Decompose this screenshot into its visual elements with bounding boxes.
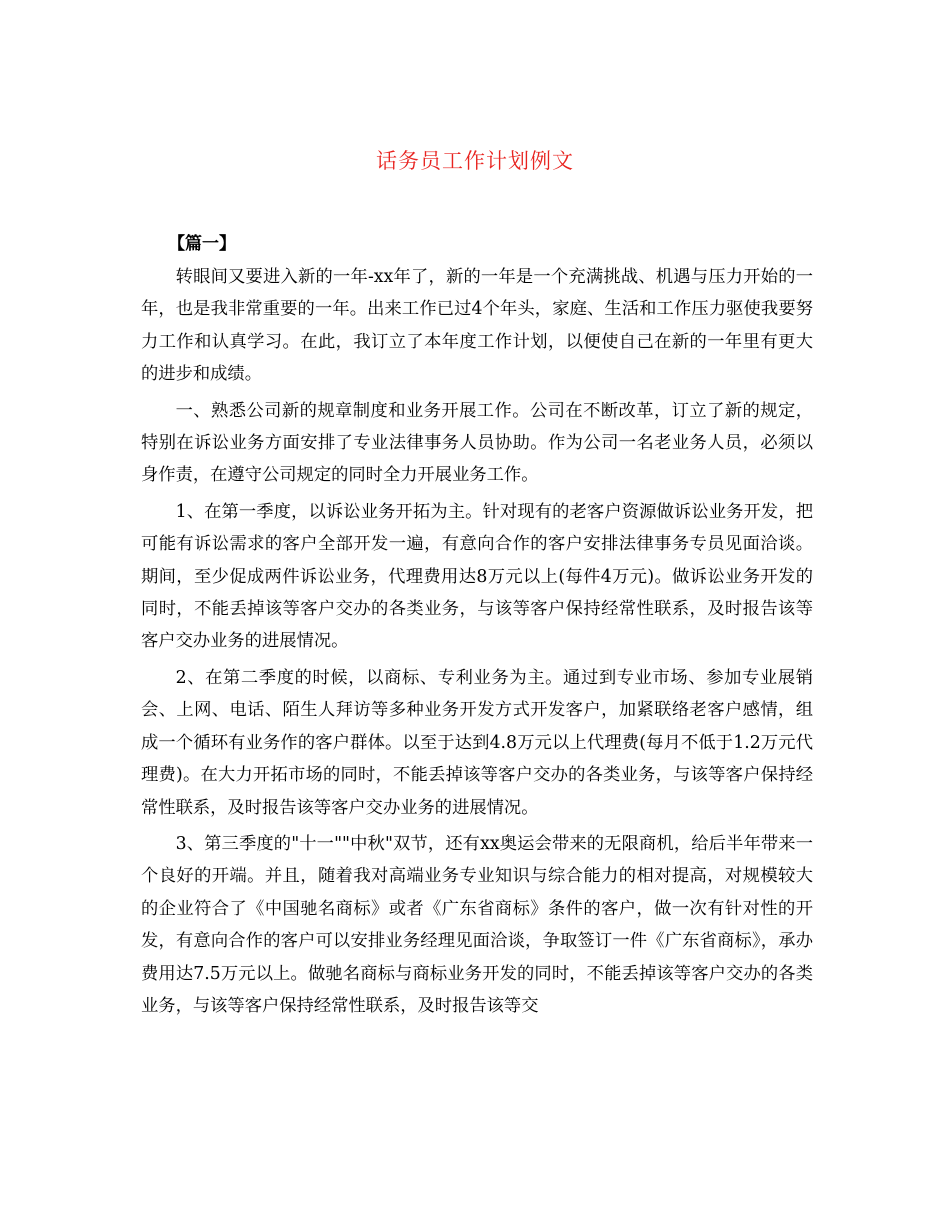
document-body: [141, 261, 813, 1026]
paragraph-q2: 2、在第二季度的时候，以商标、专利业务为主。通过到专业市场、参加专业展销会、上网、电话、陌生人拜访等多种业务开发方式开发客户，加紧联络老客户感情，组成一个循环有业务作的客户群体。以至于达到4.8万元以上代理费(每月不低于1.2万元代理费)。在大力开拓市场的同时，不能丢掉该等客户交办的各类业务，与该等客户保持经常性联系，及时报告该等客户交办业务的进展情况。: [141, 667, 813, 818]
paragraph-point-one: 一、熟悉公司新的规章制度和业务开展工作。公司在不断改革，订立了新的规定，特别在诉讼业务方面安排了专业法律事务人员协助。作为公司一名老业务人员，必须以身作责，在遵守公司规定的同时全力开展业务工作。: [141, 400, 813, 486]
section-heading: 【篇一】: [168, 234, 236, 254]
document-title: 话务员工作计划例文: [376, 149, 574, 173]
paragraph-q1: 1、在第一季度，以诉讼业务开拓为主。针对现有的老客户资源做诉讼业务开发，把可能有诉讼需求的客户全部开发一遍，有意向合作的客户安排法律事务专员见面洽谈。期间，至少促成两件诉讼业务，代理费用达8万元以上(每件4万元)。做诉讼业务开发的同时，不能丢掉该等客户交办的各类业务，与该等客户保持经常性联系，及时报告该等客户交办业务的进展情况。: [141, 501, 813, 652]
paragraph-intro: 转眼间又要进入新的一年-xx年了，新的一年是一个充满挑战、机遇与压力开始的一年，也是我非常重要的一年。出来工作已过4个年头，家庭、生活和工作压力驱使我要努力工作和认真学习。在此，我订立了本年度工作计划，以便使自己在新的一年里有更大的进步和成绩。: [141, 267, 813, 385]
paragraph-q3: 3、第三季度的"十一""中秋"双节，还有xx奥运会带来的无限商机，给后半年带来一个良好的开端。并且，随着我对高端业务专业知识与综合能力的相对提高，对规模较大的企业符合了《中国驰名商标》或者《广东省商标》条件的客户，做一次有针对性的开发，有意向合作的客户可以安排业务经理见面洽谈，争取签订一件《广东省商标》，承办费用达7.5万元以上。做驰名商标与商标业务开发的同时，不能丢掉该等客户交办的各类业务，与该等客户保持经常性联系，及时报告该等交: [141, 833, 813, 1016]
